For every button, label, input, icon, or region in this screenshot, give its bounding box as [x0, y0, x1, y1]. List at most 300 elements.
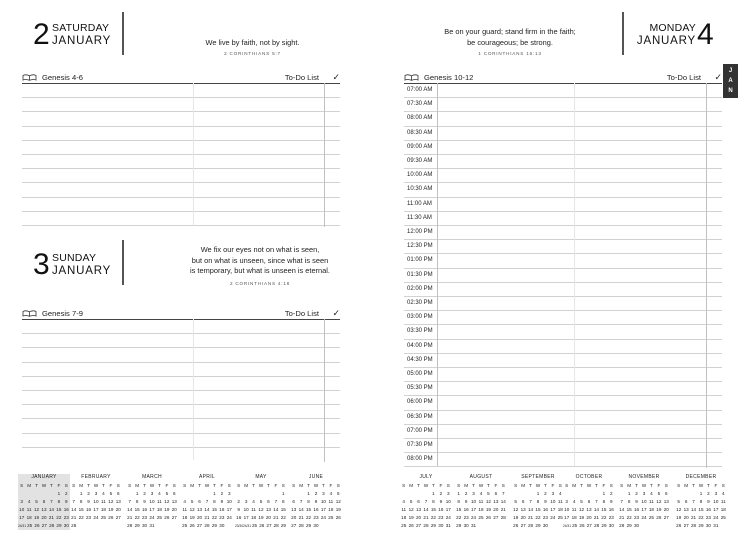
weekday-header-row: [512, 482, 564, 490]
calendar-day: 25: [182, 523, 188, 528]
calendar-day: [335, 522, 342, 530]
calendar-day: 14: [273, 507, 279, 512]
calendar-day: 17: [226, 507, 232, 512]
column-divider: [193, 83, 194, 225]
ruled-line: [22, 197, 340, 198]
week-row: [126, 498, 178, 506]
calendar-day: 29: [626, 523, 632, 528]
week-row: [400, 522, 452, 530]
calendar-day: [400, 490, 407, 498]
calendar-day: 11: [328, 499, 334, 504]
time-slot-line: [404, 182, 722, 183]
calendar-day: 8: [536, 499, 540, 504]
calendar-day: [320, 522, 327, 530]
calendar-day: 8: [79, 499, 83, 504]
time-slot-line: [404, 353, 722, 354]
weekday-letter: F: [714, 483, 718, 488]
calendar-day: [512, 490, 519, 498]
week-row: [235, 498, 287, 506]
calendar-day: [181, 490, 188, 498]
week-row: [675, 506, 727, 514]
weekday-letter: M: [572, 483, 577, 488]
mini-calendar-december[interactable]: [675, 474, 727, 530]
time-slot-line: [404, 268, 722, 269]
calendar-day: 20: [291, 515, 297, 520]
weekday-letter: S: [558, 483, 562, 488]
time-slot-line: [404, 97, 722, 98]
calendar-day: 29: [306, 523, 312, 528]
calendar-day: 9: [609, 499, 613, 504]
calendar-day: 12: [108, 499, 114, 504]
calendar-day: 4: [650, 491, 653, 496]
calendar-day: 2: [220, 491, 224, 496]
time-slot-label: 11:00 AM: [407, 200, 432, 207]
mini-calendar-october[interactable]: [563, 474, 615, 530]
calendar-day: 25: [401, 523, 407, 528]
calendar-day: 3: [446, 491, 450, 496]
weekday-letter: F: [602, 483, 606, 488]
calendar-day: [492, 522, 499, 530]
week-row: [455, 506, 507, 514]
calendar-day: 7: [299, 499, 303, 504]
calendar-day: 29: [134, 523, 140, 528]
weekday-letter: S: [609, 483, 613, 488]
week-row: [70, 522, 122, 530]
time-slot-line: [404, 253, 722, 254]
calendar-day: 4: [252, 499, 255, 504]
calendar-day: 30: [542, 523, 548, 528]
calendar-day: 5: [514, 499, 517, 504]
calendar-day: 24: [445, 515, 451, 520]
calendar-day: 3: [551, 491, 555, 496]
calendar-day: 2: [314, 491, 318, 496]
calendar-day: 1: [135, 491, 139, 496]
calendar-day: 26: [189, 523, 195, 528]
week-row: [181, 522, 233, 530]
calendar-day: [519, 490, 526, 498]
calendar-day: 5: [657, 491, 661, 496]
calendar-day: 30: [142, 523, 148, 528]
column-divider: [574, 83, 575, 466]
calendar-day: 15: [698, 507, 704, 512]
calendar-day: 29: [430, 523, 436, 528]
day-3-todo-label: To-Do List: [284, 308, 319, 318]
week-row: [181, 506, 233, 514]
time-slot-label: 12:00 PM: [407, 229, 433, 235]
calendar-day: 19: [189, 515, 195, 520]
calendar-day: 2: [464, 491, 468, 496]
calendar-day: 8: [135, 499, 139, 504]
calendar-day: 20: [683, 515, 689, 520]
calendar-day: 5: [487, 491, 490, 496]
day-3-header-bar: [22, 307, 340, 319]
weekday-header-row: [70, 482, 122, 490]
day-4-weekday: MONDAY: [649, 22, 696, 34]
calendar-day: 12: [579, 507, 585, 512]
calendar-day: 20: [115, 507, 121, 512]
weekday-letter: F: [165, 483, 169, 488]
weekday-letter: T: [707, 483, 710, 488]
time-slot-label: 02:30 PM: [407, 300, 433, 306]
calendar-day: 3: [20, 499, 23, 504]
time-slot-line: [404, 410, 722, 411]
weekday-letter: W: [149, 483, 155, 488]
calendar-day: 13: [416, 507, 422, 512]
calendar-day: 18: [401, 515, 407, 520]
week-row: [563, 506, 615, 514]
calendar-day: 17: [445, 507, 451, 512]
day-4-todo-label: To-Do List: [666, 72, 701, 82]
week-row: [290, 498, 342, 506]
calendar-day: 3: [94, 491, 98, 496]
weekday-letter: T: [143, 483, 146, 488]
calendar-day: 23: [438, 515, 444, 520]
calendar-day: 10: [713, 499, 719, 504]
calendar-day: 7: [595, 499, 598, 504]
weekday-letter: T: [158, 483, 161, 488]
time-slot-label: 09:30 AM: [407, 158, 433, 164]
weekday-letter: T: [595, 483, 598, 488]
ruled-line: [22, 182, 340, 183]
calendar-day: [640, 522, 647, 530]
calendar-day: 13: [291, 507, 297, 512]
day-2-month: JANUARY: [52, 35, 112, 47]
week-row: [455, 522, 507, 530]
calendar-day: 4: [721, 491, 725, 496]
calendar-day: [477, 522, 484, 530]
calendar-day: 10: [226, 499, 232, 504]
month-tab-january[interactable]: [723, 64, 738, 98]
calendar-day: 15: [306, 507, 312, 512]
week-row: [70, 490, 122, 498]
calendar-day: 21: [48, 515, 54, 520]
weekday-letter: S: [72, 483, 76, 488]
calendar-day: 9: [237, 507, 240, 512]
time-slot-label: 07:30 PM: [407, 442, 433, 448]
calendar-day: 22: [211, 515, 217, 520]
weekday-letter: T: [322, 483, 325, 488]
weekday-letter: S: [721, 483, 725, 488]
weekday-letter: S: [20, 483, 24, 488]
day-4-number: 4: [697, 18, 714, 51]
time-slot-line: [404, 296, 722, 297]
calendar-day: 25: [572, 523, 578, 528]
ruled-line: [22, 404, 340, 405]
calendar-day: 8: [627, 499, 631, 504]
calendar-day: [115, 522, 122, 530]
week-row: [18, 498, 70, 506]
calendar-day: 28: [528, 523, 534, 528]
calendar-day: 7: [72, 499, 75, 504]
calendar-day: [33, 490, 40, 498]
mini-calendar-january[interactable]: [18, 474, 70, 530]
calendar-day: 27: [41, 523, 47, 528]
calendar-day: 9: [87, 499, 90, 504]
calendar-day: 18: [648, 507, 654, 512]
calendar-day: 23: [63, 515, 69, 520]
calendar-day: 20: [586, 515, 592, 520]
calendar-day: 10: [641, 499, 647, 504]
calendar-day: 12: [189, 507, 195, 512]
calendar-day: 28: [127, 523, 133, 528]
week-row: [126, 514, 178, 522]
calendar-day: 18: [182, 515, 188, 520]
week-row: [563, 498, 615, 506]
mini-calendar-month-name: FEBRUARY: [81, 474, 111, 480]
calendar-day: 26: [164, 515, 170, 520]
calendar-day: [578, 490, 585, 498]
calendar-day: [171, 522, 178, 530]
week-row: [675, 514, 727, 522]
calendar-day: [500, 522, 507, 530]
check-icon: ✓: [714, 71, 722, 82]
calendar-day: 22: [430, 515, 436, 520]
mini-calendar-february[interactable]: [70, 474, 122, 530]
week-row: [290, 514, 342, 522]
day-2-verse: We live by faith, not by sight.: [205, 38, 300, 47]
calendar-day: 20: [265, 515, 271, 520]
week-row: [512, 490, 564, 498]
column-divider: [193, 319, 194, 460]
calendar-day: 21: [273, 515, 279, 520]
calendar-day: 12: [258, 507, 264, 512]
calendar-day: [25, 490, 32, 498]
calendar-day: 22: [306, 515, 312, 520]
day-3-number: 3: [33, 248, 50, 281]
calendar-day: 21: [71, 515, 77, 520]
calendar-day: 4: [27, 499, 31, 504]
calendar-day: 28: [691, 523, 697, 528]
calendar-day: 3: [642, 491, 646, 496]
week-row: [675, 498, 727, 506]
calendar-day: 27: [586, 523, 592, 528]
time-slot-label: 06:30 PM: [407, 413, 433, 420]
calendar-day: 12: [408, 507, 414, 512]
week-row: [181, 490, 233, 498]
calendar-day: 4: [558, 491, 562, 496]
calendar-day: 14: [619, 507, 625, 512]
calendar-day: 24/31: [18, 524, 26, 528]
calendar-day: 24/31: [563, 524, 571, 528]
ruled-line: [22, 333, 340, 334]
calendar-day: 12: [656, 499, 662, 504]
week-row: [563, 490, 615, 498]
mini-calendar-september[interactable]: [512, 474, 564, 530]
time-slot-line: [404, 452, 722, 453]
calendar-day: 7: [50, 499, 53, 504]
calendar-day: [407, 490, 414, 498]
calendar-day: 7: [424, 499, 428, 504]
calendar-day: 24: [550, 515, 556, 520]
calendar-day: 14: [127, 507, 133, 512]
mini-calendar-april[interactable]: [181, 474, 233, 530]
week-row: [618, 522, 670, 530]
calendar-day: 16: [438, 507, 444, 512]
calendar-day: [663, 522, 670, 530]
mini-calendar-august[interactable]: [455, 474, 507, 530]
weekday-letter: T: [87, 483, 90, 488]
weekday-letter: W: [641, 483, 647, 488]
weekday-letter: M: [521, 483, 526, 488]
calendar-day: [100, 522, 107, 530]
calendar-day: [40, 490, 47, 498]
calendar-day: 20: [197, 515, 203, 520]
calendar-day: 30: [463, 523, 469, 528]
week-row: [400, 506, 452, 514]
calendar-day: 30: [219, 523, 225, 528]
calendar-day: 31: [713, 523, 719, 528]
calendar-day: 10: [243, 507, 249, 512]
calendar-day: 3: [472, 491, 475, 496]
mini-calendar-month-name: AUGUST: [469, 474, 493, 480]
weekday-letter: S: [446, 483, 450, 488]
calendar-day: 22: [280, 515, 286, 520]
ruled-line: [22, 168, 340, 169]
calendar-day: 6: [172, 491, 176, 496]
calendar-day: 15: [430, 507, 436, 512]
calendar-day: 25: [252, 523, 258, 528]
calendar-day: 20: [493, 507, 499, 512]
calendar-day: 12: [676, 507, 682, 512]
week-row: [181, 514, 233, 522]
calendar-day: 24: [226, 515, 232, 520]
weekday-letter: T: [417, 483, 420, 488]
calendar-day: 12: [34, 507, 40, 512]
calendar-day: 19: [408, 515, 414, 520]
weekday-letter: T: [580, 483, 583, 488]
calendar-day: 24: [320, 515, 326, 520]
mini-calendar-march[interactable]: [126, 474, 178, 530]
header-separator: [622, 12, 624, 55]
calendar-day: 30: [63, 523, 69, 528]
calendar-day: [675, 490, 682, 498]
calendar-day: 27: [416, 523, 422, 528]
calendar-day: 21: [619, 515, 625, 520]
calendar-day: 3: [322, 491, 325, 496]
calendar-day: [585, 490, 592, 498]
calendar-day: 17: [149, 507, 155, 512]
calendar-day: 19: [485, 507, 491, 512]
calendar-day: 28: [500, 515, 506, 520]
time-slot-line: [404, 197, 722, 198]
time-slot-label: 08:00 AM: [407, 115, 433, 122]
mini-calendar-may[interactable]: [235, 474, 287, 530]
calendar-day: 4: [329, 491, 333, 496]
time-slot-label: 08:30 AM: [407, 129, 433, 136]
calendar-day: 31: [149, 523, 155, 528]
calendar-day: 27: [197, 523, 203, 528]
calendar-day: [422, 490, 429, 498]
calendar-day: 21: [500, 507, 506, 512]
calendar-day: 14: [500, 499, 506, 504]
weekday-letter: T: [544, 483, 547, 488]
calendar-day: 16: [219, 507, 225, 512]
weekday-header-row: [400, 482, 452, 490]
calendar-day: 5: [259, 499, 263, 504]
mini-calendar-november[interactable]: [618, 474, 670, 530]
calendar-day: 19: [335, 507, 341, 512]
calendar-day: [92, 522, 99, 530]
week-row: [70, 498, 122, 506]
calendar-day: 12: [513, 507, 519, 512]
day-4-reading: Genesis 10-12: [424, 72, 474, 82]
calendar-day: 25: [328, 515, 334, 520]
calendar-day: 8: [57, 499, 61, 504]
day-4-verse-reference: 1 CORINTHIANS 16:13: [478, 51, 542, 56]
calendar-day: 12: [335, 499, 341, 504]
weekday-letter: S: [172, 483, 176, 488]
calendar-day: 2: [707, 491, 710, 496]
day-3-verse: [140, 245, 380, 277]
calendar-day: 17: [564, 515, 570, 520]
calendar-day: 18: [156, 507, 162, 512]
day-3-month: JANUARY: [52, 265, 112, 277]
weekday-letter: M: [627, 483, 632, 488]
calendar-day: 9: [544, 499, 547, 504]
tab-letter: J: [728, 68, 733, 74]
time-slot-line: [404, 367, 722, 368]
calendar-day: 2: [635, 491, 638, 496]
header-rule: [22, 83, 340, 84]
calendar-day: 19: [258, 515, 264, 520]
mini-calendar-july[interactable]: [400, 474, 452, 530]
mini-calendar-month-name: JANUARY: [31, 474, 57, 480]
calendar-day: 25: [27, 523, 33, 528]
weekday-letter: T: [198, 483, 201, 488]
calendar-day: 27: [171, 515, 177, 520]
calendar-day: 10: [471, 499, 477, 504]
week-row: [512, 498, 564, 506]
calendar-day: 1: [57, 491, 61, 496]
ruled-line: [22, 154, 340, 155]
day-4-verse: [420, 27, 600, 48]
calendar-day: 19: [108, 507, 114, 512]
calendar-day: 22: [456, 515, 462, 520]
week-row: [235, 514, 287, 522]
mini-calendar-june[interactable]: [290, 474, 342, 530]
calendar-day: [188, 490, 195, 498]
calendar-day: 1: [699, 491, 703, 496]
verse-line: We fix our eyes not on what is seen,: [200, 245, 320, 254]
header-separator: [122, 240, 124, 285]
week-row: [126, 522, 178, 530]
weekday-letter: T: [432, 483, 435, 488]
time-slot-label: 03:30 PM: [407, 328, 433, 335]
time-slot-line: [404, 339, 722, 340]
week-row: [70, 506, 122, 514]
calendar-day: [77, 522, 84, 530]
weekday-header-row: [181, 482, 233, 490]
calendar-day: 21: [298, 515, 304, 520]
calendar-day: [563, 490, 570, 498]
calendar-day: [272, 490, 279, 498]
calendar-day: 9: [143, 499, 146, 504]
calendar-day: 29: [535, 523, 541, 528]
weekday-header-row: [675, 482, 727, 490]
calendar-day: 24: [641, 515, 647, 520]
calendar-day: 7: [205, 499, 209, 504]
calendar-day: [242, 490, 249, 498]
weekday-header-row: [618, 482, 670, 490]
calendar-day: 23: [705, 515, 711, 520]
time-slot-label: 06:00 PM: [407, 399, 433, 406]
calendar-day: 30: [438, 523, 444, 528]
calendar-day: 7: [692, 499, 695, 504]
calendar-day: 22: [626, 515, 632, 520]
calendar-day: 18: [557, 507, 563, 512]
week-row: [618, 490, 670, 498]
calendar-day: 23: [634, 515, 640, 520]
